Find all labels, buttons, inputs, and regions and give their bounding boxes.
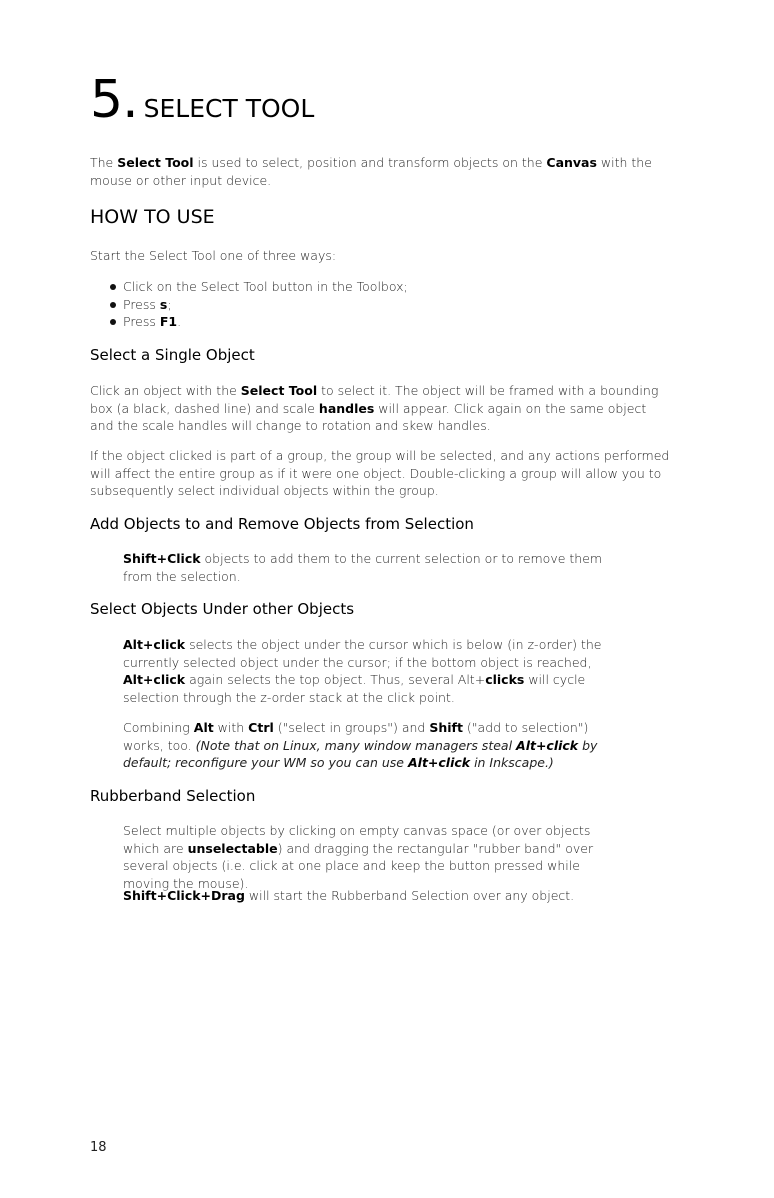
list-item: Click on the Select Tool button in the Toolbox;: [90, 278, 650, 296]
list-item: Press F1.: [90, 313, 650, 331]
chapter-title: SELECT TOOL: [143, 94, 315, 123]
under-objects-paragraph-1: Alt+click selects the object under the cursor which is below (in z-order) the currently selected object under the cursor; if the bottom object is reached, Alt+click again selects the top object. Thus, several Alt+clicks will cycle selection through the z-order stack at the click point.: [123, 637, 602, 705]
under-objects-paragraph-2: Combining Alt with Ctrl ("select in groups") and Shift ("add to selection") works, too. (Note that on Linux, many window managers steal Alt+click by default; reconfigure your WM so you can use Alt+click in Inkscape.): [123, 720, 598, 770]
start-methods-list: [90, 278, 650, 331]
add-remove-heading: Add Objects to and Remove Objects from Selection: [90, 515, 474, 533]
list-item: Press s;: [90, 296, 650, 314]
single-object-paragraph-2: If the object clicked is part of a group, the group will be selected, and any actions performed will affect the entire group as if it were one object. Double-clicking a group will allow you to subsequently select individual objects within the group.: [90, 448, 670, 498]
how-to-use-heading: HOW TO USE: [90, 206, 215, 228]
single-object-heading: Select a Single Object: [90, 346, 255, 364]
page-number: 18: [90, 1140, 107, 1155]
rubberband-paragraph-2: Shift+Click+Drag will start the Rubberband Selection over any object.: [123, 888, 575, 903]
single-object-paragraph-1: Click an object with the Select Tool to select it. The object will be framed with a bounding box (a black, dashed line) and scale handles will appear. Click again on the same object and the scale handles will change to rotation and skew handles.: [90, 383, 659, 433]
intro-paragraph: The Select Tool is used to select, position and transform objects on the Canvas with the mouse or other input device.: [90, 155, 652, 188]
chapter-heading: [90, 70, 314, 130]
chapter-number: 5.: [90, 70, 138, 130]
rubberband-heading: Rubberband Selection: [90, 787, 256, 805]
add-remove-paragraph: Shift+Click objects to add them to the current selection or to remove them from the selection.: [123, 551, 603, 584]
rubberband-paragraph-1: Select multiple objects by clicking on empty canvas space (or over objects which are unselectable) and dragging the rectangular "rubber band" over several objects (i.e. click at one place and keep the button pressed while moving the mouse).: [123, 823, 594, 891]
under-objects-heading: Select Objects Under other Objects: [90, 600, 355, 618]
how-to-use-lead: Start the Select Tool one of three ways:: [90, 248, 337, 263]
